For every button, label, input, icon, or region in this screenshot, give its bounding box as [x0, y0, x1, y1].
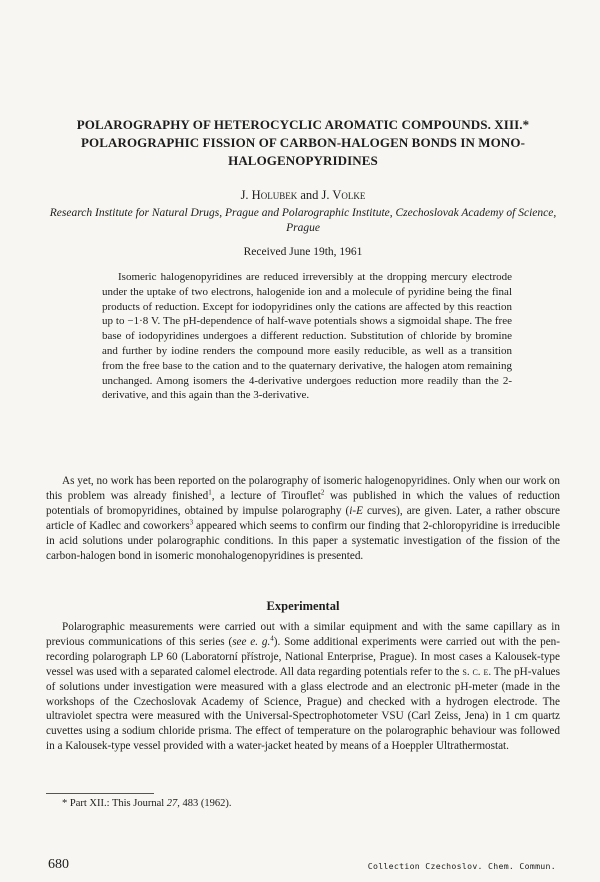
- footnote: [62, 797, 232, 811]
- reference-1: 1: [208, 488, 212, 497]
- reference-2: 2: [320, 488, 325, 497]
- sce-abbreviation: s. c. e.: [462, 665, 492, 678]
- title-line-2: POLAROGRAPHIC FISSION OF CARBON-HALOGEN BONDS IN MONO-: [80, 135, 526, 150]
- affiliation: Research Institute for Natural Drugs, Prague and Polarographic Institute, Czechoslovak Academy of Science, Prague: [49, 207, 557, 234]
- title-line-1: POLAROGRAPHY OF HETEROCYCLIC AROMATIC COMPOUNDS. XIII.*: [76, 117, 530, 132]
- article-title: [38, 116, 568, 170]
- reference-3: 3: [189, 517, 194, 526]
- exp-text-2: ). Some additional experiments were carried out with the pen-recording polarograph LP 60 (Laboratorní přístroje, National Enterprise, Prague). In most cases a Kalousek-type vessel was used with a separated calomel electrode. All data regarding potentials refer to the: [46, 635, 560, 678]
- intro-text-4: curves), are given. Later, a rather obscure article of Kadlec and coworkers: [46, 504, 560, 532]
- title-line-3: HALOGENOPYRIDINES: [228, 153, 378, 168]
- received-date: Received June 19th, 1961: [243, 246, 363, 258]
- abstract: Isomeric halogenopyridines are reduced irreversibly at the dropping mercury electrode under the uptake of two electrons, halogenide ion and a molecule of pyridine being the final products of reduction. Except for iodopyridines only the cations are affected by this reaction up to −1·8 V. The pH-dependence of half-wave potentials shows a sigmoidal shape. The free base of iodopyridines undergoes a different reduction. Substitution of chloride by bromine and further by iodine renders the compound more easily reducible, as well as a transition from the free base to the cation and to the quaternary derivative, the halogen atom remaining unchanged. Among isomers the 4-derivative undergoes reduction more readily than the 2-derivative, and this again than the 3-derivative.: [102, 271, 512, 402]
- footnote-pages: 483 (1962).: [179, 798, 232, 809]
- introduction-paragraph: [46, 474, 560, 563]
- journal-name: Collection Czechoslov. Chem. Commun.: [367, 861, 556, 871]
- intro-text-5: appeared which seems to confirm our finding that 2-chloropyridine is irreducible in acid solutions under polarographic conditions. In this paper a systematic investigation of the fission of the carbon-halogen bond in isomeric monohalogenopyridines is presented.: [46, 519, 560, 562]
- footnote-volume: 27,: [166, 798, 180, 809]
- reference-4: 4: [270, 634, 274, 643]
- section-heading-experimental: Experimental: [266, 599, 340, 613]
- author-2: J. Volke: [321, 188, 366, 202]
- see-eg: see e. g.: [232, 635, 271, 648]
- intro-text-3: was published in which the values of reduction potentials of bromopyridines, obtained by impulse polarography (: [46, 489, 561, 517]
- exp-text-3: The pH-values of solutions under investigation were measured with a glass electrode and an electronic pH-meter (made in the workshops of the Czechoslovak Academy of Science, Prague) and checked with a hydrogen electrode. The ultraviolet spectra were measured with the Universal-Spectrophotometer VSU (Carl Zeiss, Jena) in 1 cm quartz cuvettes using a sodium chloride prisma. The effect of temperature on the polarographic behaviour was followed in a Kalousek-type vessel provided with a water-jacket heated by means of a Hoeppler Ultrathermostat.: [46, 665, 561, 753]
- intro-text-2: , a lecture of Tirouflet: [211, 489, 321, 502]
- intro-text-1: As yet, no work has been reported on the polarography of isomeric halogenopyridines. Only when our work on this problem was already finished: [46, 475, 560, 502]
- footnote-text: * Part XII.: This Journal: [62, 798, 167, 809]
- curve-notation: i-E: [349, 504, 363, 517]
- author-1: J. Holubek: [240, 188, 298, 202]
- exp-text-1: Polarographic measurements were carried out with a similar equipment and with the same capillary as in previous communications of this series (: [46, 621, 560, 648]
- experimental-paragraph: [46, 620, 560, 754]
- footnote-rule: [46, 793, 154, 794]
- author-line: [38, 187, 568, 203]
- author-conjunction: and: [297, 188, 322, 202]
- page-number: 680: [48, 857, 69, 872]
